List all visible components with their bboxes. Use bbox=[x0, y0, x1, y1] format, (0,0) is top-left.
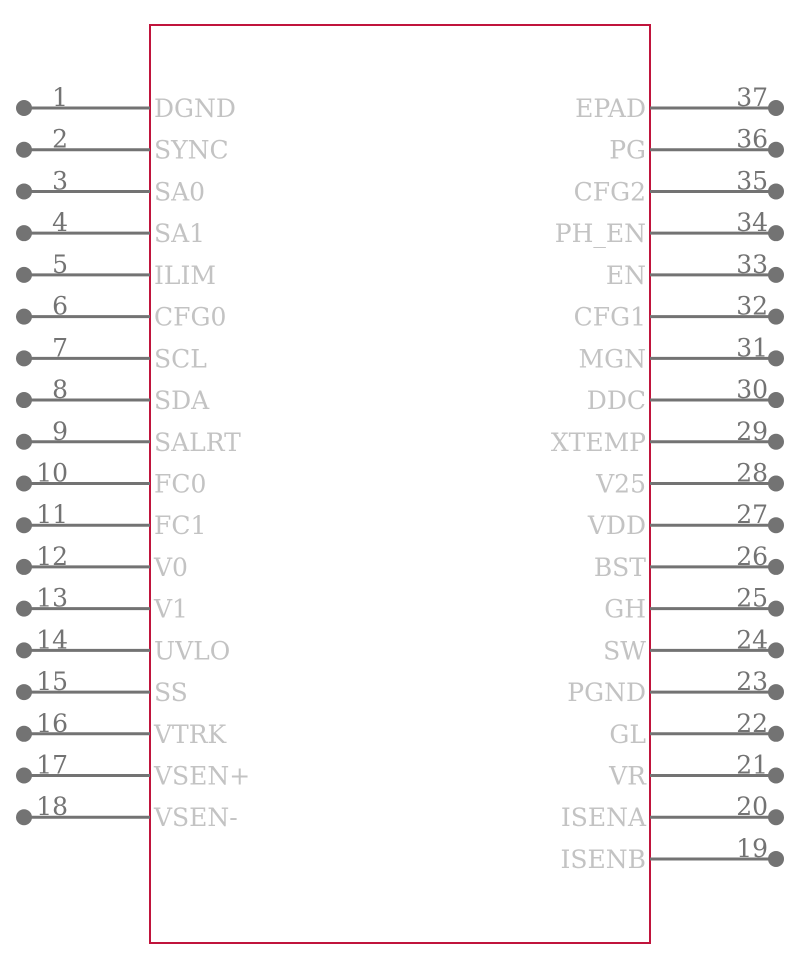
pin-number: 17 bbox=[36, 750, 68, 780]
pin-24 bbox=[603, 625, 784, 665]
pin-terminal-dot bbox=[768, 225, 784, 241]
pin-label: SA1 bbox=[154, 219, 206, 249]
pin-label: MGN bbox=[578, 344, 646, 374]
pin-number: 23 bbox=[736, 667, 768, 697]
pin-terminal-dot bbox=[768, 726, 784, 742]
pin-label: ISENA bbox=[560, 803, 646, 833]
pin-terminal-dot bbox=[16, 309, 32, 325]
pin-number: 20 bbox=[736, 792, 768, 822]
pin-number: 18 bbox=[36, 792, 68, 822]
pin-number: 10 bbox=[36, 458, 68, 488]
pin-label: SALRT bbox=[154, 427, 241, 457]
pin-8 bbox=[16, 375, 210, 415]
pin-29 bbox=[551, 417, 784, 457]
pin-label: GL bbox=[609, 719, 646, 749]
pin-label: FC1 bbox=[154, 511, 207, 541]
pin-22 bbox=[609, 709, 784, 749]
pin-6 bbox=[16, 292, 226, 332]
pin-number: 35 bbox=[736, 166, 768, 196]
pin-terminal-dot bbox=[16, 267, 32, 283]
pin-label: VTRK bbox=[154, 719, 227, 749]
pin-terminal-dot bbox=[768, 350, 784, 366]
pin-31 bbox=[579, 333, 784, 373]
pin-number: 1 bbox=[52, 83, 68, 112]
pin-number: 37 bbox=[736, 83, 768, 112]
pin-number: 12 bbox=[36, 541, 68, 571]
pin-label: V25 bbox=[596, 469, 646, 499]
pin-label: DDC bbox=[586, 386, 646, 416]
pin-terminal-dot bbox=[768, 434, 784, 450]
pin-number: 36 bbox=[736, 124, 768, 154]
pin-26 bbox=[594, 542, 784, 582]
right-pin-group bbox=[551, 83, 784, 874]
pin-terminal-dot bbox=[16, 350, 32, 366]
pin-number: 2 bbox=[52, 124, 68, 154]
pin-25 bbox=[604, 584, 784, 624]
pin-number: 27 bbox=[736, 500, 768, 530]
pin-number: 28 bbox=[736, 458, 768, 488]
pin-label: CFG0 bbox=[154, 302, 227, 332]
pin-terminal-dot bbox=[768, 601, 784, 617]
pin-terminal-dot bbox=[768, 642, 784, 658]
pin-27 bbox=[587, 500, 784, 540]
pin-35 bbox=[574, 166, 784, 206]
pin-terminal-dot bbox=[768, 517, 784, 533]
pin-number: 31 bbox=[736, 333, 768, 363]
pin-label: VSEN- bbox=[154, 803, 238, 833]
pin-number: 22 bbox=[736, 708, 768, 738]
pin-12 bbox=[16, 542, 188, 582]
pin-label: SS bbox=[154, 678, 188, 708]
pin-23 bbox=[567, 667, 784, 707]
pin-label: VDD bbox=[587, 511, 646, 541]
pin-number: 5 bbox=[52, 249, 68, 279]
pin-16 bbox=[16, 709, 228, 749]
pin-18 bbox=[16, 792, 238, 832]
pin-label: SDA bbox=[154, 386, 210, 416]
pin-terminal-dot bbox=[16, 225, 32, 241]
pin-terminal-dot bbox=[16, 601, 32, 617]
pin-33 bbox=[606, 250, 784, 290]
pin-number: 32 bbox=[736, 291, 768, 321]
pin-label: XTEMP bbox=[550, 427, 646, 457]
pin-label: EN bbox=[605, 260, 646, 290]
pin-label: EPAD bbox=[575, 94, 646, 123]
pin-terminal-dot bbox=[768, 142, 784, 158]
pin-terminal-dot bbox=[16, 642, 32, 658]
pin-1 bbox=[16, 83, 236, 123]
pin-37 bbox=[575, 83, 784, 123]
pin-label: ILIM bbox=[154, 260, 216, 290]
pin-number: 15 bbox=[36, 667, 68, 697]
pin-terminal-dot bbox=[16, 434, 32, 450]
pin-9 bbox=[16, 417, 241, 457]
pin-number: 4 bbox=[52, 208, 68, 238]
pin-3 bbox=[16, 166, 205, 206]
pin-terminal-dot bbox=[768, 768, 784, 784]
pin-number: 14 bbox=[36, 625, 68, 655]
pin-number: 16 bbox=[36, 708, 68, 738]
pin-terminal-dot bbox=[16, 684, 32, 700]
pin-terminal-dot bbox=[768, 392, 784, 408]
pin-32 bbox=[574, 292, 784, 332]
pin-number: 33 bbox=[736, 249, 768, 279]
pin-terminal-dot bbox=[16, 183, 32, 199]
pin-36 bbox=[609, 125, 784, 165]
pin-number: 11 bbox=[36, 500, 68, 530]
pin-terminal-dot bbox=[16, 726, 32, 742]
pin-label: BST bbox=[593, 552, 646, 582]
pin-terminal-dot bbox=[16, 768, 32, 784]
pin-terminal-dot bbox=[768, 267, 784, 283]
pin-number: 3 bbox=[52, 166, 68, 196]
pin-terminal-dot bbox=[768, 851, 784, 867]
pin-number: 26 bbox=[736, 541, 768, 571]
pin-number: 6 bbox=[52, 291, 68, 321]
pin-label: SA0 bbox=[154, 177, 206, 207]
pin-label: GH bbox=[604, 594, 646, 624]
pin-label: SW bbox=[603, 636, 646, 666]
pin-30 bbox=[587, 375, 784, 415]
pin-number: 21 bbox=[736, 750, 768, 780]
pin-terminal-dot bbox=[16, 475, 32, 491]
pin-number: 8 bbox=[52, 375, 68, 405]
left-pin-group bbox=[16, 83, 250, 832]
pin-terminal-dot bbox=[16, 809, 32, 825]
pin-34 bbox=[555, 208, 784, 248]
pin-terminal-dot bbox=[16, 517, 32, 533]
pin-14 bbox=[16, 625, 230, 665]
pin-28 bbox=[595, 458, 784, 498]
pin-terminal-dot bbox=[16, 392, 32, 408]
pin-label: V0 bbox=[154, 552, 188, 582]
pin-2 bbox=[16, 125, 229, 165]
pin-label: CFG1 bbox=[573, 302, 646, 332]
pin-21 bbox=[608, 751, 784, 791]
pin-10 bbox=[16, 458, 206, 498]
pin-terminal-dot bbox=[16, 559, 32, 575]
pin-number: 7 bbox=[52, 333, 68, 363]
pin-15 bbox=[16, 667, 188, 707]
pin-label: PG bbox=[609, 135, 646, 165]
pin-label: UVLO bbox=[154, 636, 231, 666]
pin-label: PH_EN bbox=[554, 219, 646, 249]
pin-label: DGND bbox=[154, 94, 236, 123]
pin-terminal-dot bbox=[768, 309, 784, 325]
pin-number: 24 bbox=[736, 625, 768, 655]
pin-terminal-dot bbox=[768, 100, 784, 116]
pin-label: PGND bbox=[567, 678, 646, 708]
pin-label: SCL bbox=[154, 344, 207, 374]
pin-terminal-dot bbox=[16, 100, 32, 116]
pin-terminal-dot bbox=[768, 684, 784, 700]
pin-terminal-dot bbox=[768, 809, 784, 825]
pin-terminal-dot bbox=[768, 183, 784, 199]
pin-number: 19 bbox=[736, 833, 768, 863]
pin-11 bbox=[16, 500, 206, 540]
pin-5 bbox=[16, 250, 216, 290]
pin-4 bbox=[16, 208, 205, 248]
pin-13 bbox=[16, 584, 188, 624]
pin-label: CFG2 bbox=[573, 177, 646, 207]
pin-terminal-dot bbox=[768, 475, 784, 491]
pin-19 bbox=[561, 834, 785, 874]
pin-label: VSEN+ bbox=[154, 761, 251, 791]
pin-number: 25 bbox=[736, 583, 768, 613]
pin-label: FC0 bbox=[154, 469, 207, 499]
pin-number: 30 bbox=[736, 375, 768, 405]
pin-number: 13 bbox=[36, 583, 68, 613]
pin-label: VR bbox=[609, 761, 646, 791]
pin-number: 34 bbox=[736, 208, 768, 238]
pin-terminal-dot bbox=[16, 142, 32, 158]
pin-7 bbox=[16, 333, 207, 373]
pin-17 bbox=[16, 751, 250, 791]
pin-20 bbox=[561, 792, 784, 832]
pin-terminal-dot bbox=[768, 559, 784, 575]
pin-label: V1 bbox=[154, 594, 188, 624]
pin-number: 9 bbox=[52, 416, 68, 446]
pin-label: ISENB bbox=[560, 844, 646, 874]
pin-label: SYNC bbox=[154, 135, 229, 165]
pin-number: 29 bbox=[736, 416, 768, 446]
